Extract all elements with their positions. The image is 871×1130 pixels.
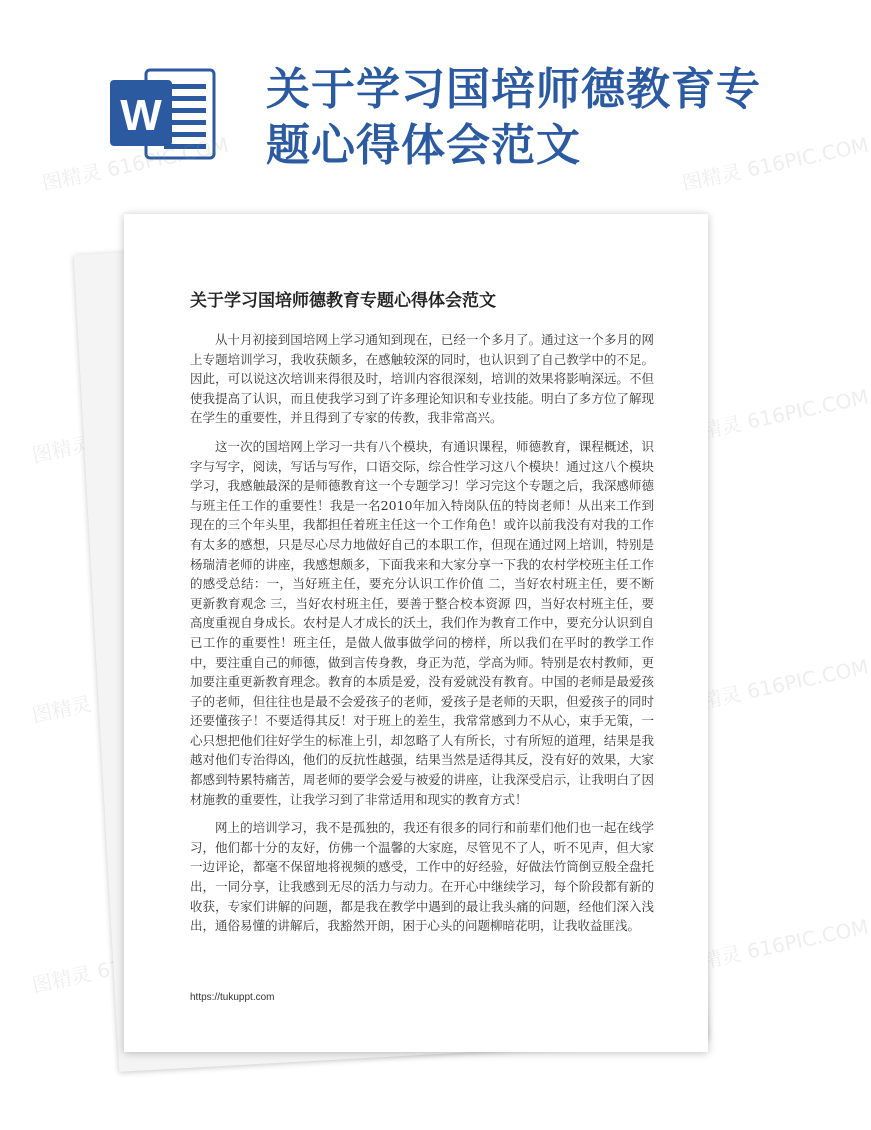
- watermark: 图精灵 616PIC.COM: [39, 132, 231, 196]
- document-page: [124, 214, 708, 1052]
- footer-url: https://tukuppt.com: [190, 992, 275, 1003]
- watermark: 图精灵 616PIC.COM: [679, 384, 871, 448]
- watermark: 图精灵 616PIC.COM: [679, 132, 871, 196]
- document-body: [190, 330, 654, 945]
- header: [0, 0, 800, 200]
- watermark: 图精灵 616PIC.COM: [679, 654, 871, 718]
- watermark: 图精灵: [29, 691, 94, 728]
- document-title: 关于学习国培师德教育专题心得体会范文: [190, 291, 496, 311]
- watermark: 图精灵: [29, 961, 94, 998]
- word-document-icon: [108, 66, 218, 162]
- watermark: 图精灵: [29, 431, 94, 468]
- svg-text:W: W: [120, 91, 162, 140]
- paragraph: 网上的培训学习，我不是孤独的，我还有很多的同行和前辈们他们也一起在线学习，他们都十分的友好，仿佛一个温馨的大家庭，尽管见不了人，听不见声，但大家一边评论，都毫不保留地将视频的感受，工作中的好经验，好做法竹筒倒豆般全盘托出，一同分享，让我感到无尽的活力与动力。在开心中继续学习，每个阶段都有新的收获，专家们讲解的问题，都是我在教学中遇到的最让我头痛的问题，经他们深入浅出，通俗易懂的讲解后，我豁然开朗，困于心头的问题柳暗花明，让我收益匪浅。: [190, 820, 654, 934]
- page-title: 关于学习国培师德教育专题心得体会范文: [266, 64, 761, 171]
- paragraph: 从十月初接到国培网上学习通知到现在，已经一个多月了。通过这一个多月的网上专题培训学习，我收获颇多，在感触较深的同时，也认识到了自己教学中的不足。因此，可以说这次培训来得很及时，培训内容很深刻，培训的效果将影响深远。不但使我提高了认识，而且使我学习到了许多理论知识和专业技能。明白了多方位了解现在学生的重要性，并且得到了专家的传教，我非常高兴。: [190, 332, 654, 426]
- watermark: 图精灵 616PIC.COM: [679, 914, 871, 978]
- paragraph: 这一次的国培网上学习一共有八个模块，有通识课程，师德教育，课程概述，识字与写字，阅读，写话与写作，口语交际，综合性学习这八个模块！通过这八个模块学习，我感触最深的是师德教育这一个专题学习！学习完这个专题之后，我深感师德与班主任工作的重要性！我是一名2010年加入特岗队伍的特岗老师！从出来工作到现在的三个年头里，我都担任着班主任这一个工作角色！或许以前我没有对我的工作有太多的感想，只是尽心尽力地做好自己的本职工作，但现在通过网上培训，特别是杨瑞清老师的讲座，我感想颇多，下面我来和大家分享一下我的农村学校班主任工作的感受总结：一，当好班主任，要充分认识工作价值 二，当好农村班主任，要不断更新教育观念 三，当好农村班主任，要善于整合校本资源 四，当好农村班主任，要高度重视自身成长。农村是人才成长的沃土，我们作为教育工作中，要充分认识到自已工作的重要性！班主任，是做人做事做学问的榜样，所以我们在平时的教学工作中，要注重自己的师德，做到言传身教，身正为范，学高为师。特别是农村教师，更加要注重更新教育理念。教育的本质是爱，没有爱就没有教育。中国的老师是最爱孩子的老师，但往往也是最不会爱孩子的老师，爱孩子是老师的天职，但爱孩子的同时还要懂孩子！不要适得其反！对于班上的差生，我常常感到力不从心，束手无策，一心只想把他们往好学生的标准上引，却忽略了人有所长，寸有所短的道理，结果是我越对他们专治得凶，他们的反抗性越强，结果当然是适得其反，没有好的效果，大家都感到特累特痛苦，周老师的要学会爱与被爱的讲座，让我深受启示，让我明白了因材施教的重要性，让我学习到了非常适用和现实的教育方式！: [190, 438, 654, 807]
